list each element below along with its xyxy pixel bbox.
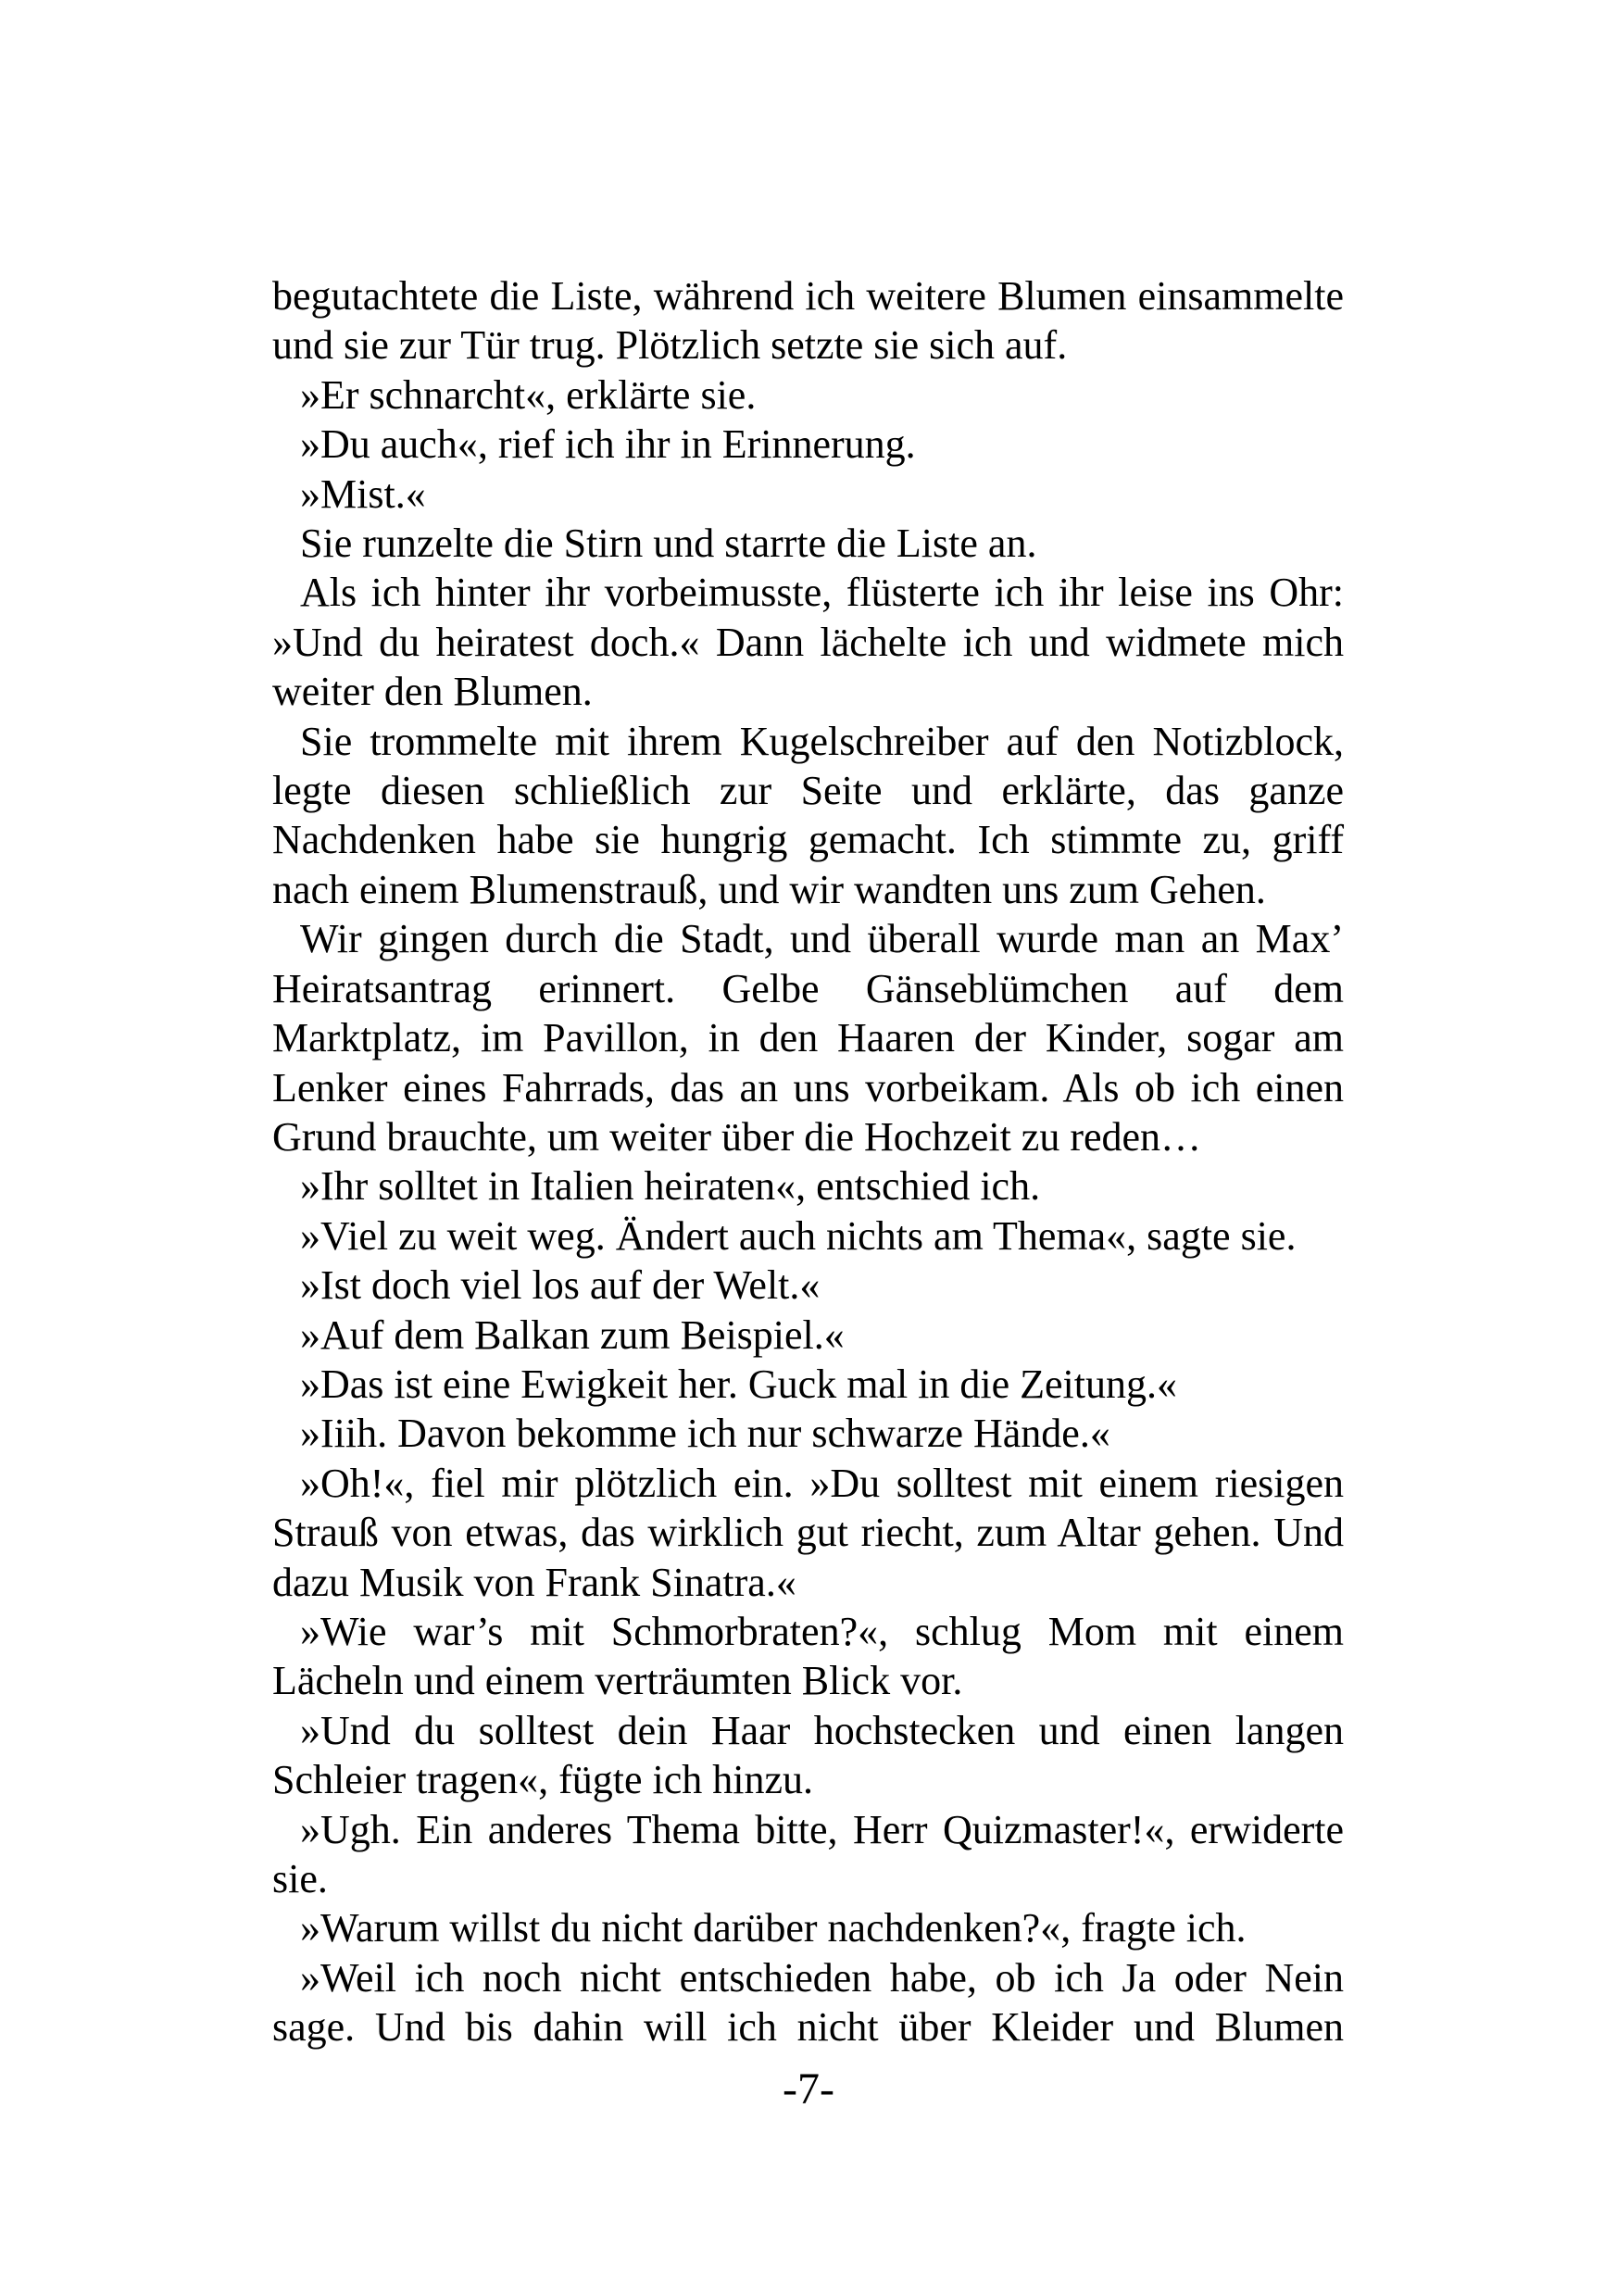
paragraph: »Warum willst du nicht darüber nachdenken?«, fragte ich. (300, 1905, 1247, 1951)
paragraph: »Ugh. Ein anderes Thema bitte, Herr Quizmaster!«, erwiderte sie. (272, 1806, 1344, 1901)
paragraph: Wir gingen durch die Stadt, und überall wurde man an Max’ Heiratsantrag erinnert. Gelbe Gänseblümchen auf dem Marktplatz, im Pavillon, in den Haaren der Kinder, sogar am Lenker eines Fahrrads, das an uns vorbeikam. Als ob ich einen Grund brauchte, um weiter über die Hochzeit zu reden… (272, 916, 1344, 1160)
paragraph: »Viel zu weit weg. Ändert auch nichts am Thema«, sagte sie. (300, 1212, 1297, 1259)
paragraph: »Wie war’s mit Schmorbraten?«, schlug Mom mit einem Lächeln und einem verträumten Blick vor. (272, 1608, 1344, 1704)
paragraph: »Auf dem Balkan zum Beispiel.« (300, 1311, 845, 1358)
paragraph: »Er schnarcht«, erklärte sie. (300, 371, 757, 418)
paragraph: Sie runzelte die Stirn und starrte die Liste an. (300, 521, 1037, 567)
page-number: -7- (783, 2064, 834, 2114)
paragraph: »Ist doch viel los auf der Welt.« (300, 1262, 821, 1309)
paragraph: »Und du solltest dein Haar hochstecken und einen langen Schleier tragen«, fügte ich hinzu. (272, 1707, 1344, 1803)
paragraph: »Ihr solltet in Italien heiraten«, entschied ich. (300, 1163, 1041, 1210)
paragraph: Als ich hinter ihr vorbeimusste, flüsterte ich ihr leise ins Ohr: »Und du heiratest doch.« Dann lächelte ich und widmete mich weiter den Blumen. (272, 570, 1344, 715)
paragraph: »Mist.« (300, 470, 426, 517)
paragraph: »Oh!«, fiel mir plötzlich ein. »Du solltest mit einem riesigen Strauß von etwas, das wirklich gut riecht, zum Altar gehen. Und dazu Musik von Frank Sinatra.« (272, 1460, 1344, 1605)
paragraph: begutachtete die Liste, während ich weitere Blumen einsammelte und sie zur Tür trug. Plötzlich setzte sie sich auf. (272, 273, 1344, 369)
paragraph: »Iiih. Davon bekomme ich nur schwarze Hände.« (300, 1411, 1110, 1457)
body-text (272, 271, 1344, 2052)
paragraph: »Das ist eine Ewigkeit her. Guck mal in die Zeitung.« (300, 1361, 1178, 1407)
paragraph: »Weil ich noch nicht entschieden habe, ob ich Ja oder Nein sage. Und bis dahin will ich nicht über Kleider und Blumen (272, 1954, 1344, 2051)
paragraph: Sie trommelte mit ihrem Kugelschreiber auf den Notizblock, legte diesen schließlich zur Seite und erklärte, das ganze Nachdenken habe sie hungrig gemacht. Ich stimmte zu, griff nach einem Blumenstrauß, und wir wandten uns zum Gehen. (272, 718, 1344, 912)
paragraph: »Du auch«, rief ich ihr in Erinnerung. (300, 421, 916, 468)
